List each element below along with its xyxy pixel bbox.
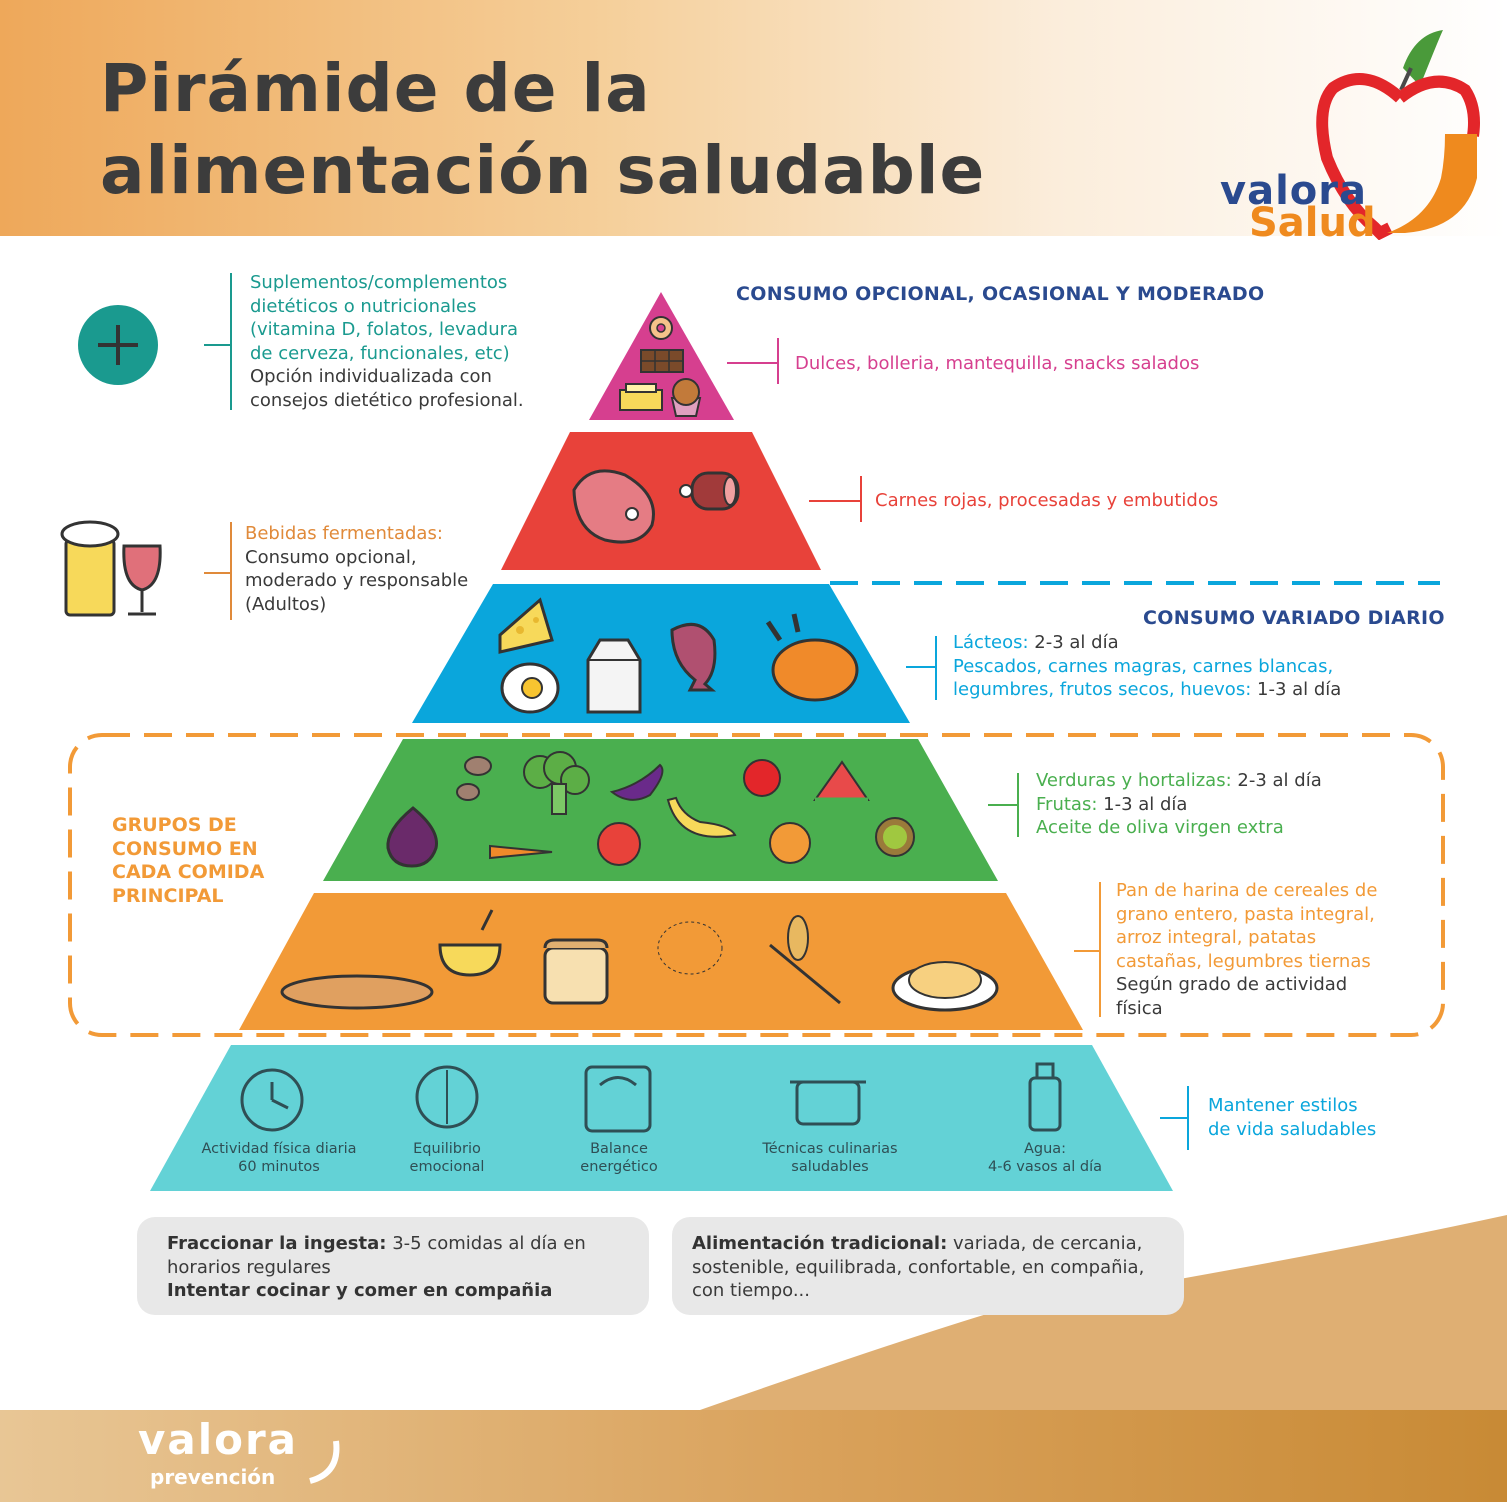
footer-prevencion-text: prevención: [150, 1465, 276, 1489]
label-energy-balance: [534, 1140, 704, 1176]
label-water: [960, 1140, 1130, 1176]
protein-line-2-wrap: [953, 678, 1373, 702]
lifestyle-bracket-tick: [1160, 1117, 1188, 1119]
label-cooking-techniques: [745, 1140, 915, 1176]
sweets-label: Dulces, bolleria, mantequilla, snacks salados: [795, 353, 1200, 374]
water-line-1: Agua:: [1023, 1141, 1067, 1157]
beer-glass-icon: [62, 522, 118, 615]
dairy-line: [953, 631, 1373, 655]
veg-line: [1036, 769, 1416, 793]
cereal-line-3: arroz integral, patatas: [1116, 927, 1317, 948]
note-box-meal-frequency: [137, 1217, 649, 1315]
supplements-line-5: Opción individualizada con: [250, 366, 492, 387]
cereal-bracket: [1099, 882, 1101, 1017]
protein-freq: 1-3 al día: [1257, 679, 1342, 700]
note-left-line-1: [167, 1232, 637, 1256]
water-line-2: 4-6 vasos al día: [988, 1159, 1102, 1175]
note-left-bold-1: Fraccionar la ingesta:: [167, 1233, 387, 1254]
category-daily-title: CONSUMO VARIADO DIARIO: [1143, 607, 1445, 629]
supplements-line-1: Suplementos/complementos: [250, 272, 508, 293]
meats-bracket-tick: [809, 500, 861, 502]
label-emotional-balance: [362, 1140, 532, 1176]
orange-icon: [770, 823, 810, 863]
dairy-bracket-tick: [906, 666, 936, 668]
cooking-techniques-line-2: saludables: [791, 1159, 869, 1175]
butter-icon: [620, 384, 662, 410]
note-right-line-1: [692, 1232, 1172, 1256]
energy-balance-line-2: energético: [580, 1159, 658, 1175]
cereal-line-2: grano entero, pasta integral,: [1116, 903, 1375, 925]
title-line-2: alimentación saludable: [100, 132, 986, 209]
note-right-bold: Alimentación tradicional:: [692, 1233, 948, 1254]
meats-label: Carnes rojas, procesadas y embutidos: [875, 490, 1219, 511]
supplements-line-3: (vitamina D, folatos, levadura: [250, 319, 519, 340]
note-right-text-1: variada, de cercania,: [947, 1233, 1143, 1254]
toast-icon: [545, 940, 607, 1003]
lifestyle-line-2: de vida saludables: [1208, 1118, 1377, 1140]
supplements-bracket-tick: [204, 344, 230, 346]
cereal-line-5: Según grado de actividad: [1116, 974, 1348, 995]
footer-swoosh-icon: [306, 1437, 346, 1487]
kiwi-icon: [876, 818, 914, 856]
muffin-icon: [672, 379, 700, 416]
footer-valora-text: valora: [138, 1415, 299, 1464]
beverages-bracket-tick: [204, 572, 230, 574]
supplements-bracket: [230, 273, 232, 410]
veg-freq: 2-3 al día: [1237, 770, 1322, 791]
cereal-line-1: Pan de harina de cereales de: [1116, 880, 1378, 901]
chocolate-icon: [641, 350, 683, 372]
dairy-label: Lácteos:: [953, 632, 1029, 653]
egg-icon: [502, 664, 558, 712]
cooking-techniques-line-1: Técnicas culinarias: [762, 1141, 898, 1157]
fruit-line: [1036, 793, 1416, 817]
lifestyle-line-1: Mantener estilos: [1208, 1095, 1358, 1116]
veg-bracket-tick: [988, 804, 1018, 806]
tomato-icon: [598, 823, 640, 865]
wine-glass-icon: [124, 546, 160, 614]
label-physical-activity: [194, 1140, 364, 1176]
veg-label: Verduras y hortalizas:: [1036, 770, 1232, 791]
cereal-line-4: castañas, legumbres tiernas: [1116, 950, 1371, 972]
dairy-bracket: [935, 636, 937, 700]
plus-icon: [78, 305, 158, 385]
protein-line-2: legumbres, frutos secos, huevos:: [953, 679, 1252, 700]
cereal-line-6: física: [1116, 997, 1163, 1019]
note-left-text-2: horarios regulares: [167, 1256, 331, 1278]
note-left-line-3: [167, 1279, 637, 1303]
meats-bracket: [860, 476, 862, 522]
note-left-bold-2: Intentar cocinar y comer en compañia: [167, 1280, 553, 1301]
beverages-line-1: Bebidas fermentadas:: [245, 523, 443, 544]
logo-valora-text: valora: [1220, 168, 1367, 214]
note-left-text-1: 3-5 comidas al día en: [386, 1233, 586, 1254]
fruit-label: Frutas:: [1036, 793, 1098, 815]
cereal-text: [1116, 879, 1406, 1020]
emotional-balance-line-1: Equilibrio: [413, 1141, 481, 1157]
beverages-line-2: Consumo opcional,: [245, 546, 417, 568]
title-line-1: Pirámide de la: [100, 50, 651, 127]
donut-icon: [650, 317, 672, 339]
meal-title-line-3: CADA COMIDA: [112, 861, 265, 883]
rice-icon: [658, 922, 722, 974]
meal-title-line-2: CONSUMO EN: [112, 837, 258, 860]
tier-meats: [501, 432, 821, 570]
energy-balance-line-1: Balance: [590, 1141, 648, 1157]
beverages-bracket: [230, 522, 232, 620]
meal-title-line-1: GRUPOS DE: [112, 814, 237, 836]
beverages-text: [245, 522, 475, 616]
valora-prevencion-logo: [138, 1415, 358, 1495]
fruit-freq: 1-3 al día: [1103, 793, 1188, 815]
category-optional-title: CONSUMO OPCIONAL, OCASIONAL Y MODERADO: [736, 283, 1265, 305]
veg-bracket: [1017, 773, 1019, 837]
oil-line: Aceite de oliva virgen extra: [1036, 817, 1284, 838]
lifestyle-bracket: [1187, 1086, 1189, 1150]
apple-icon: [744, 760, 780, 796]
note-box-traditional-diet: [672, 1217, 1184, 1315]
sweets-bracket-tick: [727, 362, 779, 364]
protein-line-1: Pescados, carnes magras, carnes blancas,: [953, 655, 1334, 677]
supplements-line-6: consejos dietético profesional.: [250, 389, 524, 411]
note-right-text-2: sostenible, equilibrada, confortable, en compañia,: [692, 1256, 1145, 1278]
dairy-freq: 2-3 al día: [1034, 632, 1119, 653]
logo-salud-text: Salud: [1249, 200, 1376, 246]
supplements-text: [250, 271, 540, 412]
supplements-line-4: de cerveza, funcionales, etc): [250, 342, 510, 364]
physical-activity-line-1: Actividad física diaria: [201, 1141, 357, 1157]
supplements-line-2: dietéticos o nutricionales: [250, 295, 477, 317]
beverages-line-4: (Adultos): [245, 593, 327, 615]
beverages-line-3: moderado y responsable: [245, 570, 469, 591]
emotional-balance-line-2: emocional: [409, 1159, 485, 1175]
dairy-protein-text: [953, 631, 1373, 702]
veg-fruit-text: [1036, 769, 1416, 840]
category-meal-title: [112, 814, 264, 908]
sweets-bracket: [777, 338, 779, 384]
cereal-bracket-tick: [1074, 950, 1100, 952]
lifestyle-text: [1208, 1094, 1448, 1141]
milk-carton-icon: [588, 640, 640, 712]
bread-loaf-icon: [282, 976, 432, 1008]
meal-title-line-4: PRINCIPAL: [112, 884, 224, 907]
note-right-text-3: con tiempo...: [692, 1280, 810, 1301]
physical-activity-line-2: 60 minutos: [238, 1159, 320, 1175]
